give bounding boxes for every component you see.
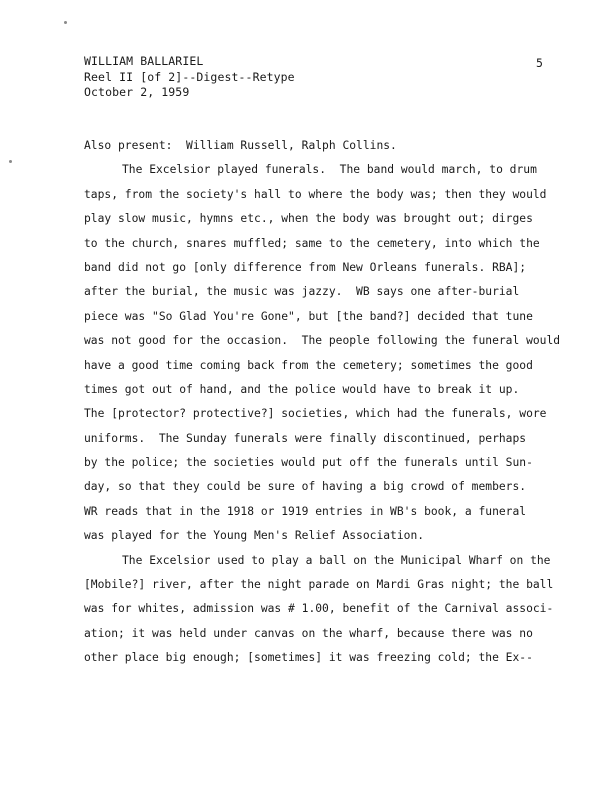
text-line: was not good for the occasion. The people following the funeral would bbox=[84, 334, 561, 348]
reel-info: Reel II [of 2]--Digest--Retype bbox=[84, 69, 295, 84]
text-line: The [protector? protective?] societies, which had the funerals, wore bbox=[84, 407, 547, 421]
transcript-body bbox=[84, 138, 594, 675]
text-line: was played for the Young Men's Relief Association. bbox=[84, 529, 425, 543]
text-line: play slow music, hymns etc., when the body was brought out; dirges bbox=[84, 212, 533, 226]
text-line: by the police; the societies would put off the funerals until Sun- bbox=[84, 456, 533, 470]
scan-speck bbox=[9, 160, 12, 163]
interviewee-name: WILLIAM BALLARIEL bbox=[84, 54, 204, 68]
text-line: band did not go [only difference from New Orleans funerals. RBA]; bbox=[84, 260, 527, 274]
text-line: to the church, snares muffled; same to the cemetery, into which the bbox=[84, 236, 540, 250]
text-line: [Mobile?] river, after the night parade on Mardi Gras night; the ball bbox=[84, 578, 554, 592]
interview-date: October 2, 1959 bbox=[84, 85, 190, 99]
text-line: WR reads that in the 1918 or 1919 entries in WB's book, a funeral bbox=[84, 504, 527, 518]
text-line: piece was "So Glad You're Gone", but [the band?] decided that tune bbox=[84, 309, 533, 323]
text-line: Also present: William Russell, Ralph Collins. bbox=[84, 139, 397, 152]
text-line: day, so that they could be sure of having a big crowd of members. bbox=[84, 480, 527, 494]
document-header bbox=[84, 54, 295, 101]
page-number: 5 bbox=[536, 56, 543, 70]
text-line: uniforms. The Sunday funerals were finally discontinued, perhaps bbox=[84, 431, 527, 445]
scan-speck bbox=[64, 21, 67, 24]
text-line: times got out of hand, and the police would have to break it up. bbox=[84, 382, 520, 396]
text-line: The Excelsior played funerals. The band would march, to drum bbox=[122, 163, 537, 177]
text-line: ation; it was held under canvas on the wharf, because there was no bbox=[84, 626, 533, 640]
text-line: other place big enough; [sometimes] it was freezing cold; the Ex-- bbox=[84, 651, 533, 665]
text-line: after the burial, the music was jazzy. WB says one after-burial bbox=[84, 285, 520, 299]
text-line: have a good time coming back from the cemetery; sometimes the good bbox=[84, 358, 533, 372]
text-line: The Excelsior used to play a ball on the Municipal Wharf on the bbox=[122, 553, 551, 567]
text-line: taps, from the society's hall to where the body was; then they would bbox=[84, 187, 547, 201]
text-line: was for whites, admission was # 1.00, benefit of the Carnival associ- bbox=[84, 602, 554, 616]
